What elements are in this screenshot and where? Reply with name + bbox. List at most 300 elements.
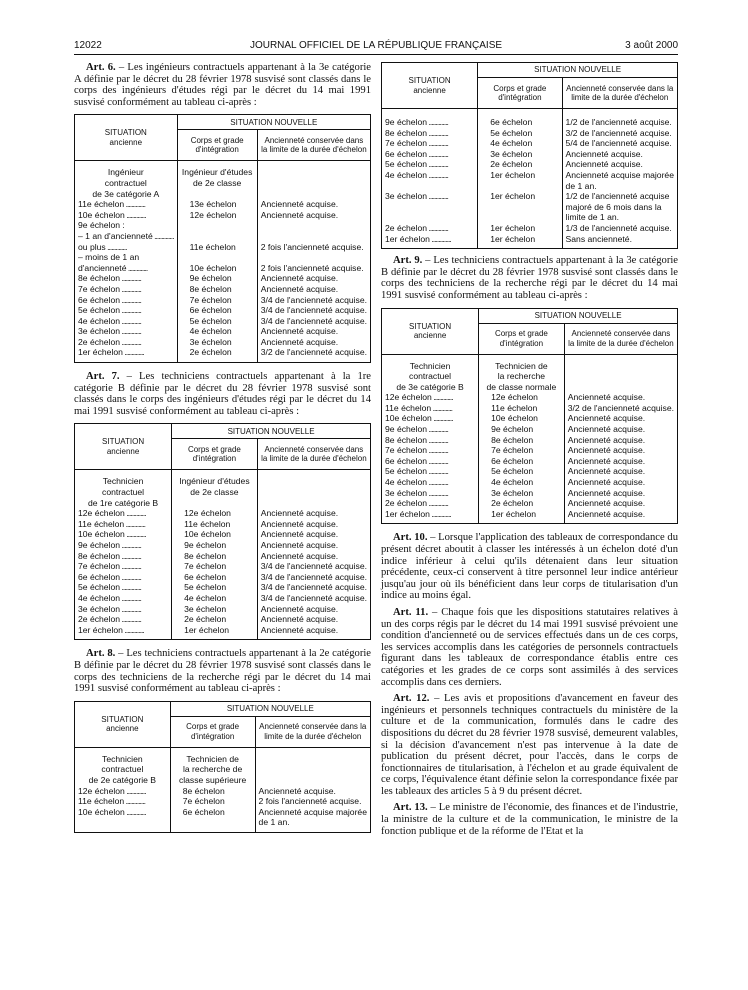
cell-new-echelon: 4e échelon [479, 477, 565, 488]
group-heading-row [75, 189, 371, 200]
cell-new-echelon: 8e échelon [177, 284, 257, 295]
group-right-cell [257, 167, 370, 178]
cell-new-echelon: 3e échelon [177, 337, 257, 348]
cell-old-situation: – 1 an d'ancienneté ..... [75, 231, 178, 242]
group-heading-row [75, 754, 371, 765]
cell-anciennete: 3/4 de l'ancienneté acquise. [257, 561, 370, 572]
cell-old-situation: 6e échelon ..... [75, 572, 172, 583]
cell-new-echelon: 7e échelon [177, 295, 257, 306]
group-left-line: Ingénieur [75, 167, 178, 178]
cell-old-situation: 10e échelon ..... [382, 413, 479, 424]
cell-anciennete: Ancienneté acquise. [257, 273, 370, 284]
group-mid-line: classe supérieure [170, 775, 255, 786]
table-row [75, 252, 371, 263]
group-left-line: de 2e catégorie B [75, 775, 171, 786]
article-text: – Le ministre de l'économie, des finances et de l'industrie, la ministre de la culture et de la communication, le ministre de la fonction publique et de la réforme de l'Etat et la [381, 802, 678, 837]
cell-anciennete: Ancienneté acquise. [564, 456, 677, 467]
spacer-cell [478, 244, 562, 249]
spacer-row [382, 519, 678, 524]
cell-new-echelon: 11e échelon [177, 242, 257, 253]
cell-anciennete: 3/2 de l'ancienneté acquise. [257, 347, 370, 358]
cell-old-situation: 10e échelon ..... [75, 807, 171, 818]
spacer-cell [257, 635, 370, 640]
cell-new-echelon: 11e échelon [479, 403, 565, 414]
article-text: – Chaque fois que les dispositions statutaires relatives à un des corps régis par le décret du 14 mai 1991 susvisé prévoient une condition d'ancienneté ou de services effectués dans un de ces corps, les services accomplis dans les catégories de personnels contractuels figurant dans les tableaux de correspondance établis entre ces catégories et les grades de ce corps sont assimilés à des services accomplis dans ces derniers. [381, 606, 678, 688]
cell-old-situation: 1er échelon ..... [382, 509, 479, 520]
cell-new-echelon: 11e échelon [172, 519, 258, 530]
cell-old-situation: 8e échelon ..... [75, 551, 172, 562]
cell-new-echelon: 7e échelon [170, 796, 255, 807]
spacer-cell [75, 828, 171, 833]
cell-new-echelon [478, 212, 562, 223]
cell-old-situation: 12e échelon ..... [75, 786, 171, 797]
table-row [382, 223, 678, 234]
group-mid-line: Ingénieur d'études [177, 167, 257, 178]
cell-new-echelon: 1er échelon [478, 191, 562, 202]
cell-anciennete [257, 231, 370, 242]
table-row [382, 170, 678, 181]
table-row [75, 305, 371, 316]
cell-anciennete: Ancienneté acquise. [255, 786, 370, 797]
cell-new-echelon [177, 252, 257, 263]
spacer-cell [172, 635, 258, 640]
cell-new-echelon: 5e échelon [177, 316, 257, 327]
cell-old-situation: ou plus ..... [75, 242, 178, 253]
article-12 [381, 693, 678, 797]
header-ancienne-label: ancienne [106, 446, 140, 456]
cell-old-situation: – moins de 1 an [75, 252, 178, 263]
cell-new-echelon: 9e échelon [177, 273, 257, 284]
cell-old-situation: 9e échelon ..... [382, 424, 479, 435]
table-row [75, 210, 371, 221]
cell-new-echelon: 10e échelon [172, 529, 258, 540]
table-header-row [382, 308, 678, 323]
group-heading-row [75, 178, 371, 189]
group-mid-line: de classe normale [479, 382, 565, 393]
spacer-cell [564, 519, 677, 524]
header-ancienne-label: ancienne [413, 331, 447, 340]
cell-anciennete: Ancienneté acquise. [564, 392, 677, 403]
header-situation-label: SITUATION [408, 76, 451, 85]
table-row [75, 604, 371, 615]
spacer-cell [479, 519, 565, 524]
cell-new-echelon: 3e échelon [479, 488, 565, 499]
header-anciennete: Ancienneté conservée dans la limite de la durée d'échelon [562, 78, 677, 109]
header-anciennete: Ancienneté conservée dans la limite de la durée d'échelon [255, 716, 370, 747]
spacer-cell [75, 358, 178, 363]
cell-old-situation: 3e échelon ..... [75, 326, 178, 337]
group-right-cell [257, 476, 370, 487]
spacer-cell [170, 828, 255, 833]
cell-old-situation: 2e échelon ..... [382, 223, 478, 234]
article-text: – Les techniciens contractuels appartenant à la 2e catégorie B définie par le décret du 28 février 1978 susvisé sont classés dans le corps des techniciens de la recherche régi par le décret du 14 mai 1991 susvisé conformément au tableau ci-après : [74, 648, 371, 695]
cell-new-echelon [478, 202, 562, 213]
group-mid-line: de 2e classe [172, 487, 258, 498]
group-mid-line: Ingénieur d'études [172, 476, 258, 487]
table-row [75, 540, 371, 551]
group-left-line: contractuel [75, 487, 172, 498]
spacer-cell [562, 244, 677, 249]
cell-anciennete: 3/4 de l'ancienneté acquise. [257, 305, 370, 316]
group-heading-row [382, 382, 678, 393]
table-row [382, 128, 678, 139]
table-row [382, 181, 678, 192]
cell-old-situation: 10e échelon ..... [75, 529, 172, 540]
header-ancienne-label: ancienne [109, 137, 143, 147]
cell-new-echelon: 5e échelon [172, 582, 258, 593]
cell-old-situation [382, 212, 478, 223]
cell-new-echelon: 12e échelon [172, 508, 258, 519]
header-situation-nouvelle: SITUATION NOUVELLE [478, 63, 678, 78]
group-left-line: Technicien [75, 476, 172, 487]
table-row [382, 138, 678, 149]
cell-old-situation: 7e échelon ..... [75, 561, 172, 572]
cell-anciennete: Ancienneté acquise. [564, 466, 677, 477]
cell-old-situation: 9e échelon ..... [75, 540, 172, 551]
article-text: – Les ingénieurs contractuels appartenant à la 3e catégorie A définie par le décret du 28 février 1978 susvisé sont classés dans le corps des ingénieurs d'études régi par le décret du 14 mai 1991 susvisé conformément au tableau ci-après : [74, 62, 372, 108]
table-art7 [74, 423, 371, 640]
cell-old-situation: 1er échelon ..... [75, 625, 172, 636]
group-mid-line: Technicien de [479, 361, 565, 372]
cell-old-situation: 8e échelon ..... [382, 435, 479, 446]
header-ancienne-label: ancienne [413, 85, 446, 95]
table-row [382, 456, 678, 467]
group-heading-row [382, 371, 678, 382]
group-left-line: contractuel [75, 178, 178, 189]
group-left-line: Technicien [75, 754, 171, 765]
header-situation-nouvelle: SITUATION NOUVELLE [479, 308, 678, 323]
cell-new-echelon: 1er échelon [478, 170, 562, 181]
table-header-row [382, 63, 678, 78]
group-right-cell [255, 764, 370, 775]
cell-new-echelon: 7e échelon [172, 561, 258, 572]
cell-anciennete: Ancienneté acquise. [257, 508, 370, 519]
table-row [382, 424, 678, 435]
table-row [75, 199, 371, 210]
cell-anciennete: Ancienneté acquise. [257, 210, 370, 221]
cell-old-situation: 9e échelon ..... [382, 117, 478, 128]
group-right-cell [564, 371, 677, 382]
article-13 [381, 802, 678, 837]
group-mid-line: Technicien de [170, 754, 255, 765]
header-situation-label: SITUATION [101, 714, 144, 724]
cell-anciennete: Ancienneté acquise majorée [562, 170, 677, 181]
article-label: Art. 11. [393, 606, 429, 618]
cell-old-situation: 1er échelon ..... [382, 234, 478, 245]
table-row [75, 337, 371, 348]
group-left-line: de 3e catégorie B [382, 382, 479, 393]
table-header-row [75, 424, 371, 439]
table-row [75, 786, 371, 797]
cell-new-echelon: 8e échelon [172, 551, 258, 562]
table-row [75, 614, 371, 625]
left-column [74, 62, 371, 833]
group-right-cell [564, 382, 677, 393]
cell-anciennete [257, 220, 370, 231]
cell-old-situation: 5e échelon ..... [75, 582, 172, 593]
cell-anciennete: Ancienneté acquise. [257, 529, 370, 540]
cell-old-situation: 9e échelon : [75, 220, 178, 231]
header-corps-grade: Corps et grade d'intégration [172, 439, 258, 470]
group-left-line: contractuel [75, 764, 171, 775]
spacer-cell [562, 109, 677, 118]
header-situation [75, 701, 171, 747]
header-situation-nouvelle: SITUATION NOUVELLE [177, 115, 370, 130]
table-row [75, 231, 371, 242]
cell-old-situation: 4e échelon ..... [382, 170, 478, 181]
page-header [74, 40, 678, 54]
group-heading-row [75, 498, 371, 509]
cell-new-echelon: 2e échelon [177, 347, 257, 358]
cell-old-situation [382, 181, 478, 192]
spacer-cell [382, 109, 478, 118]
header-situation-nouvelle: SITUATION NOUVELLE [172, 424, 371, 439]
cell-old-situation: 5e échelon ..... [382, 159, 478, 170]
cell-anciennete: 3/4 de l'ancienneté acquise. [257, 316, 370, 327]
cell-anciennete: 1/2 de l'ancienneté acquise. [562, 117, 677, 128]
table-row [382, 413, 678, 424]
cell-anciennete: 3/2 de l'ancienneté acquise. [564, 403, 677, 414]
article-label: Art. 9. [393, 255, 423, 267]
table-row [75, 529, 371, 540]
cell-anciennete: Ancienneté acquise. [257, 326, 370, 337]
table-row [75, 551, 371, 562]
table-art8-continued [381, 62, 678, 249]
table-row [75, 519, 371, 530]
cell-anciennete: 3/4 de l'ancienneté acquise. [257, 593, 370, 604]
cell-new-echelon: 7e échelon [479, 445, 565, 456]
cell-anciennete: Ancienneté acquise. [562, 149, 677, 160]
group-right-cell [257, 487, 370, 498]
cell-old-situation: 2e échelon ..... [75, 337, 178, 348]
cell-old-situation: 8e échelon ..... [75, 273, 178, 284]
cell-old-situation: 2e échelon ..... [75, 614, 172, 625]
table-row [382, 202, 678, 213]
cell-new-echelon: 10e échelon [479, 413, 565, 424]
cell-old-situation: 5e échelon ..... [382, 466, 479, 477]
article-6 [74, 62, 371, 108]
spacer-row [382, 244, 678, 249]
article-10 [381, 532, 678, 602]
spacer-cell [177, 358, 257, 363]
cell-anciennete: Ancienneté acquise majorée [255, 807, 370, 818]
cell-new-echelon: 3e échelon [172, 604, 258, 615]
cell-new-echelon [177, 231, 257, 242]
cell-anciennete: majoré de 6 mois dans la [562, 202, 677, 213]
cell-old-situation: 10e échelon ..... [75, 210, 178, 221]
article-7 [74, 371, 371, 417]
cell-anciennete: Ancienneté acquise. [564, 477, 677, 488]
header-situation [382, 308, 479, 354]
journal-title: JOURNAL OFFICIEL DE LA RÉPUBLIQUE FRANÇAISE [249, 40, 503, 51]
group-right-cell [257, 178, 370, 189]
cell-anciennete: Ancienneté acquise. [257, 625, 370, 636]
cell-anciennete: Ancienneté acquise. [257, 337, 370, 348]
cell-anciennete: Ancienneté acquise. [564, 424, 677, 435]
header-situation-label: SITUATION [102, 437, 145, 447]
spacer-row [75, 358, 371, 363]
cell-anciennete: Ancienneté acquise. [257, 199, 370, 210]
header-rule [74, 54, 678, 55]
issue-date: 3 août 2000 [625, 40, 678, 51]
group-heading-row [382, 361, 678, 372]
group-right-cell [255, 775, 370, 786]
table-row [382, 403, 678, 414]
cell-new-echelon: 2e échelon [479, 498, 565, 509]
cell-old-situation: 6e échelon ..... [382, 456, 479, 467]
group-heading-row [75, 775, 371, 786]
cell-new-echelon: 4e échelon [177, 326, 257, 337]
cell-old-situation: 8e échelon ..... [382, 128, 478, 139]
table-row [382, 191, 678, 202]
cell-anciennete: Ancienneté acquise. [564, 498, 677, 509]
cell-old-situation: d'ancienneté ..... [75, 263, 178, 274]
page-number: 12022 [74, 40, 102, 51]
table-art9 [381, 308, 678, 525]
cell-new-echelon: 8e échelon [479, 435, 565, 446]
group-right-cell [564, 361, 677, 372]
table-row [382, 212, 678, 223]
cell-new-echelon: 6e échelon [479, 456, 565, 467]
cell-old-situation: 4e échelon ..... [75, 316, 178, 327]
cell-old-situation: 7e échelon ..... [382, 138, 478, 149]
cell-old-situation [382, 202, 478, 213]
cell-anciennete: Ancienneté acquise. [564, 445, 677, 456]
spacer-row [382, 109, 678, 118]
header-situation [75, 115, 178, 161]
table-row [75, 263, 371, 274]
article-label: Art. 10. [393, 532, 428, 544]
group-mid-line [177, 189, 257, 200]
cell-new-echelon: 2e échelon [478, 159, 562, 170]
cell-new-echelon [170, 817, 255, 828]
cell-anciennete: 1/2 de l'ancienneté acquise [562, 191, 677, 202]
table-row [75, 593, 371, 604]
header-corps-grade: Corps et grade d'intégration [170, 716, 255, 747]
table-row [75, 220, 371, 231]
cell-anciennete: 5/4 de l'ancienneté acquise. [562, 138, 677, 149]
article-text: – Les techniciens contractuels appartenant à la 1re catégorie B définie par le décret du 28 février 1978 susvisé sont classés dans le corps des ingénieurs d'études régi par le décret du 14 mai 1991 susvisé conformément au tableau ci-après : [74, 371, 372, 417]
table-row [382, 234, 678, 245]
cell-anciennete [257, 252, 370, 263]
cell-old-situation: 5e échelon ..... [75, 305, 178, 316]
table-row [75, 807, 371, 818]
header-anciennete: Ancienneté conservée dans la limite de la durée d'échelon [257, 130, 370, 161]
spacer-row [75, 635, 371, 640]
cell-new-echelon: 6e échelon [177, 305, 257, 316]
cell-old-situation: 3e échelon ..... [75, 604, 172, 615]
table-row [382, 477, 678, 488]
cell-new-echelon: 4e échelon [172, 593, 258, 604]
cell-new-echelon: 3e échelon [478, 149, 562, 160]
header-corps-grade: Corps et grade d'intégration [177, 130, 257, 161]
cell-new-echelon: 6e échelon [478, 117, 562, 128]
table-row [75, 347, 371, 358]
article-9 [381, 255, 678, 301]
header-situation [382, 63, 478, 109]
header-anciennete: Ancienneté conservée dans la limite de la durée d'échelon [257, 439, 370, 470]
cell-new-echelon: 9e échelon [172, 540, 258, 551]
cell-anciennete: Ancienneté acquise. [562, 159, 677, 170]
cell-old-situation: 7e échelon ..... [382, 445, 479, 456]
cell-new-echelon: 6e échelon [172, 572, 258, 583]
cell-anciennete: Ancienneté acquise. [564, 488, 677, 499]
table-row [75, 817, 371, 828]
spacer-row [75, 828, 371, 833]
table-header-row [75, 115, 371, 130]
cell-old-situation: 4e échelon ..... [75, 593, 172, 604]
header-corps-grade: Corps et grade d'intégration [478, 78, 562, 109]
cell-anciennete: 3/4 de l'ancienneté acquise. [257, 295, 370, 306]
cell-anciennete: Ancienneté acquise. [257, 519, 370, 530]
table-row [382, 392, 678, 403]
group-right-cell [257, 498, 370, 509]
table-row [382, 149, 678, 160]
table-row [75, 316, 371, 327]
cell-new-echelon: 1er échelon [172, 625, 258, 636]
table-row [382, 435, 678, 446]
table-header-row [75, 701, 371, 716]
cell-anciennete: 2 fois l'ancienneté acquise. [257, 242, 370, 253]
cell-old-situation: 6e échelon ..... [75, 295, 178, 306]
cell-anciennete: 3/4 de l'ancienneté acquise. [257, 582, 370, 593]
table-row [75, 561, 371, 572]
cell-old-situation [75, 817, 171, 828]
cell-new-echelon: 12e échelon [177, 210, 257, 221]
cell-anciennete: Sans ancienneté. [562, 234, 677, 245]
table-row [75, 508, 371, 519]
table-row [382, 445, 678, 456]
cell-anciennete: 2 fois l'ancienneté acquise. [257, 263, 370, 274]
group-mid-line: de 2e classe [177, 178, 257, 189]
cell-anciennete: Ancienneté acquise. [257, 551, 370, 562]
group-heading-row [75, 476, 371, 487]
spacer-cell [255, 828, 370, 833]
table-row [75, 572, 371, 583]
group-left-line: contractuel [382, 371, 479, 382]
cell-old-situation: 2e échelon ..... [382, 498, 479, 509]
cell-new-echelon: 12e échelon [479, 392, 565, 403]
cell-new-echelon: 1er échelon [478, 234, 562, 245]
article-text: – Lorsque l'application des tableaux de correspondance du présent décret aboutit à classer les intéressés à un échelon doté d'un indice inférieur à celui qu'ils détenaient dans leur situation précédente, ceux-ci conservent à titre personnel leur indice antérieur jusqu'au jour où ils bénéficient dans leur corps de titularisation d'un indice au moins égal. [381, 532, 679, 602]
cell-new-echelon: 1er échelon [479, 509, 565, 520]
spacer-cell [382, 244, 478, 249]
cell-old-situation: 7e échelon ..... [75, 284, 178, 295]
table-row [75, 625, 371, 636]
cell-old-situation: 11e échelon ..... [75, 796, 171, 807]
cell-old-situation: 11e échelon ..... [75, 519, 172, 530]
header-situation [75, 424, 172, 470]
table-row [75, 284, 371, 295]
table-art8 [74, 701, 371, 833]
table-row [75, 273, 371, 284]
cell-anciennete: Ancienneté acquise. [564, 509, 677, 520]
header-corps-grade: Corps et grade d'intégration [479, 323, 565, 354]
cell-old-situation: 3e échelon ..... [382, 488, 479, 499]
article-8 [74, 648, 371, 694]
cell-anciennete: 2 fois l'ancienneté acquise. [255, 796, 370, 807]
article-label: Art. 13. [393, 802, 428, 814]
cell-old-situation: 12e échelon ..... [382, 392, 479, 403]
cell-old-situation: 12e échelon ..... [75, 508, 172, 519]
group-mid-line: la recherche [479, 371, 565, 382]
spacer-cell [478, 109, 562, 118]
cell-new-echelon: 1er échelon [478, 223, 562, 234]
cell-anciennete: Ancienneté acquise. [257, 284, 370, 295]
table-row [382, 117, 678, 128]
header-anciennete: Ancienneté conservée dans la limite de la durée d'échelon [564, 323, 677, 354]
spacer-cell [257, 358, 370, 363]
